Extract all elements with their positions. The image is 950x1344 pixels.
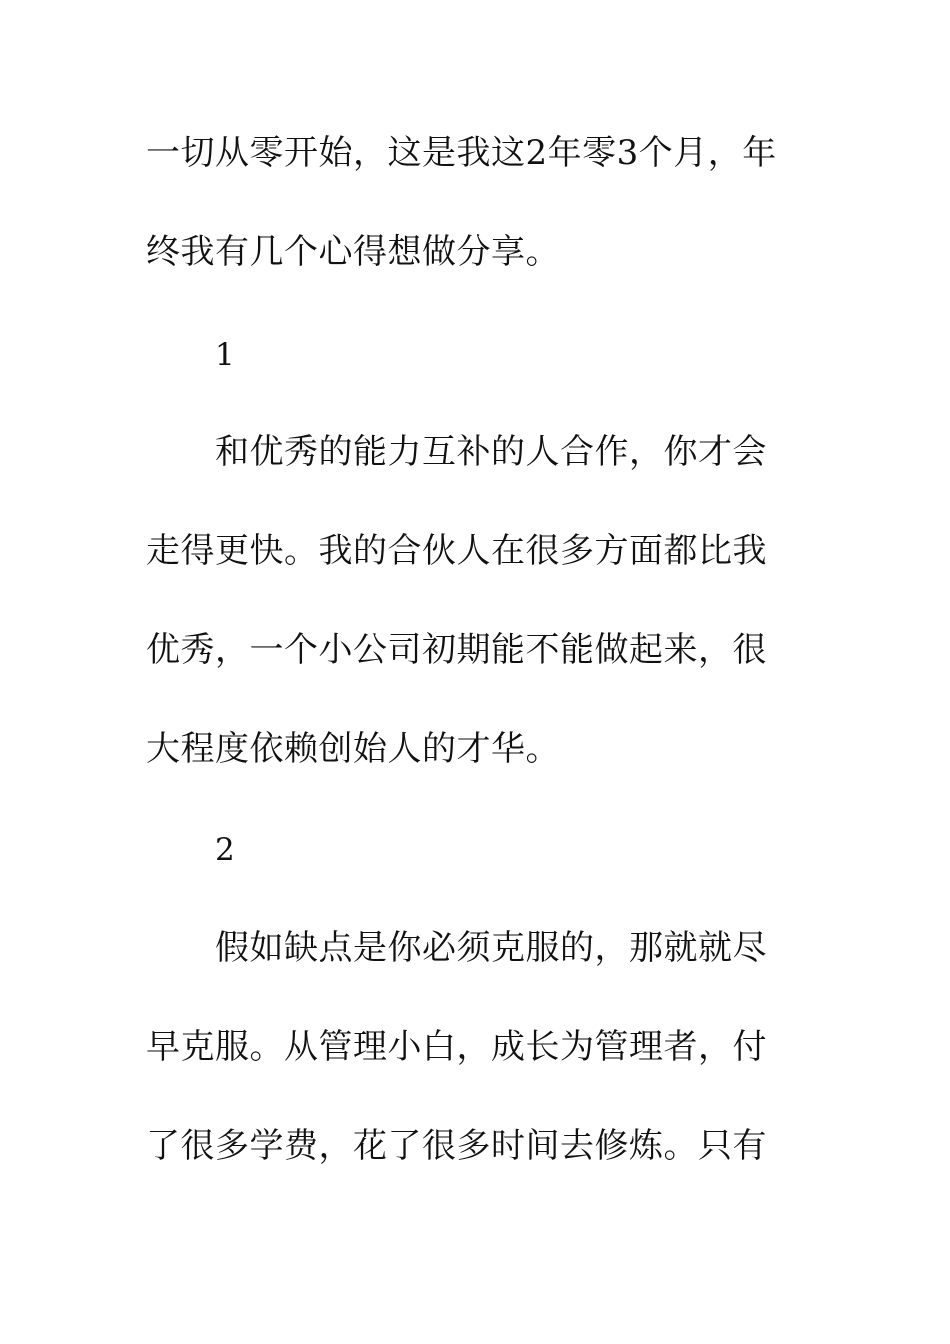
text-line: 假如缺点是你必须克服的，那就就尽 — [215, 928, 767, 968]
section-number: 2 — [215, 832, 236, 868]
text-line: 优秀，一个小公司初期能不能做起来，很 — [146, 630, 767, 670]
text-line: 终我有几个心得想做分享。 — [146, 232, 560, 272]
text-line: 大程度依赖创始人的才华。 — [146, 729, 560, 769]
text-line: 了很多学费，花了很多时间去修炼。只有 — [146, 1126, 767, 1166]
text-line: 一切从零开始，这是我这2年零3个月，年 — [146, 133, 777, 173]
text-line: 走得更快。我的合伙人在很多方面都比我 — [146, 531, 767, 571]
section-number: 1 — [215, 337, 236, 373]
text-line: 和优秀的能力互补的人合作，你才会 — [215, 432, 767, 472]
text-line: 早克服。从管理小白，成长为管理者，付 — [146, 1027, 767, 1067]
